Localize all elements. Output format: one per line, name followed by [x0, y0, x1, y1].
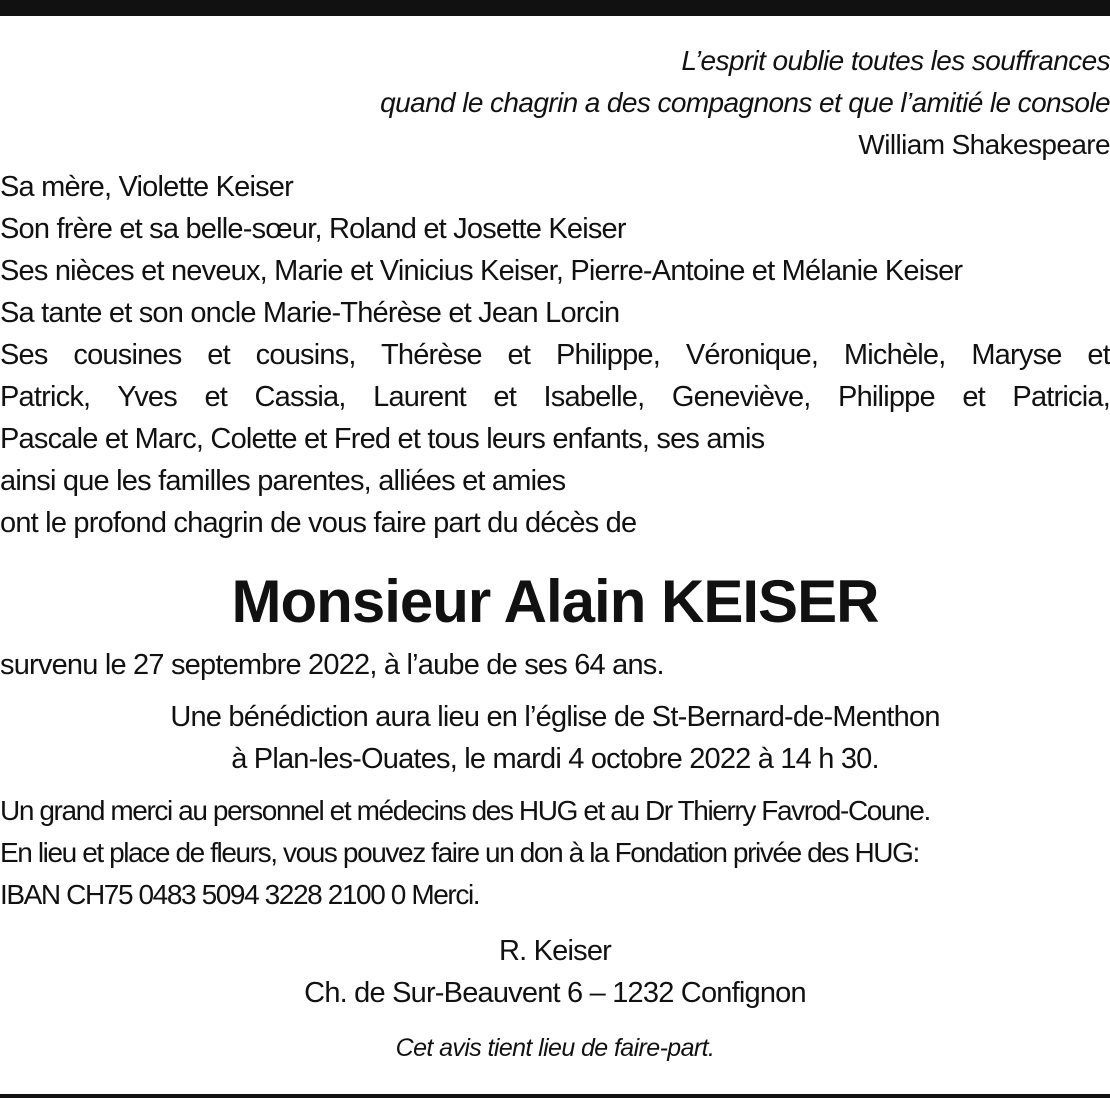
ceremony-line-2: à Plan-les-Ouates, le mardi 4 octobre 2022 à 14 h 30.	[231, 743, 879, 775]
quote-line-1: L’esprit oublie toutes les souffrances	[681, 45, 1110, 76]
family-line-8: ainsi que les familles parentes, alliées et amies	[0, 465, 566, 497]
family-line-6: Patrick, Yves et Cassia, Laurent et Isabelle, Geneviève, Philippe et Patricia,	[0, 381, 1110, 413]
notice-footnote: Cet avis tient lieu de faire-part.	[395, 1034, 715, 1062]
thanks-line-1: Un grand merci au personnel et médecins des HUG et au Dr Thierry Favrod-Coune.	[0, 795, 930, 826]
death-date-line: survenu le 27 septembre 2022, à l’aube de ses 64 ans.	[0, 649, 664, 681]
thanks-and-donation	[0, 790, 1110, 916]
quote-author: William Shakespeare	[858, 129, 1110, 160]
signature-name: R. Keiser	[498, 935, 612, 967]
ceremony-info	[0, 696, 1110, 780]
quote-line-2: quand le chagrin a des compagnons et que l’amitié le console	[380, 87, 1110, 118]
ceremony-line-1: Une bénédiction aura lieu en l’église de St-Bernard-de-Menthon	[170, 701, 940, 733]
obituary-notice	[0, 40, 1110, 1068]
top-border-rule	[0, 0, 1110, 16]
family-line-9: ont le profond chagrin de vous faire part du décès de	[0, 507, 637, 539]
family-line-7: Pascale et Marc, Colette et Fred et tous leurs enfants, ses amis	[0, 423, 765, 455]
signature-address: Ch. de Sur-Beauvent 6 – 1232 Confignon	[304, 977, 806, 1009]
family-line-5: Ses cousines et cousins, Thérèse et Philippe, Véronique, Michèle, Maryse et	[0, 339, 1110, 371]
family-line-3: Ses nièces et neveux, Marie et Vinicius Keiser, Pierre-Antoine et Mélanie Keiser	[0, 255, 963, 287]
thanks-line-2: En lieu et place de fleurs, vous pouvez faire un don à la Fondation privée des HUG:	[0, 837, 919, 868]
epigraph-quote	[0, 40, 1110, 166]
family-line-1: Sa mère, Violette Keiser	[0, 171, 293, 203]
deceased-name: Monsieur Alain KEISER	[231, 568, 879, 635]
family-line-4: Sa tante et son oncle Marie-Thérèse et Jean Lorcin	[0, 297, 620, 329]
family-line-2: Son frère et sa belle-sœur, Roland et Josette Keiser	[0, 213, 626, 245]
family-announcement	[0, 166, 1110, 544]
contact-signature	[0, 930, 1110, 1014]
thanks-line-3: IBAN CH75 0483 5094 3228 2100 0 Merci.	[0, 879, 480, 910]
bottom-border-rule	[0, 1094, 1110, 1098]
